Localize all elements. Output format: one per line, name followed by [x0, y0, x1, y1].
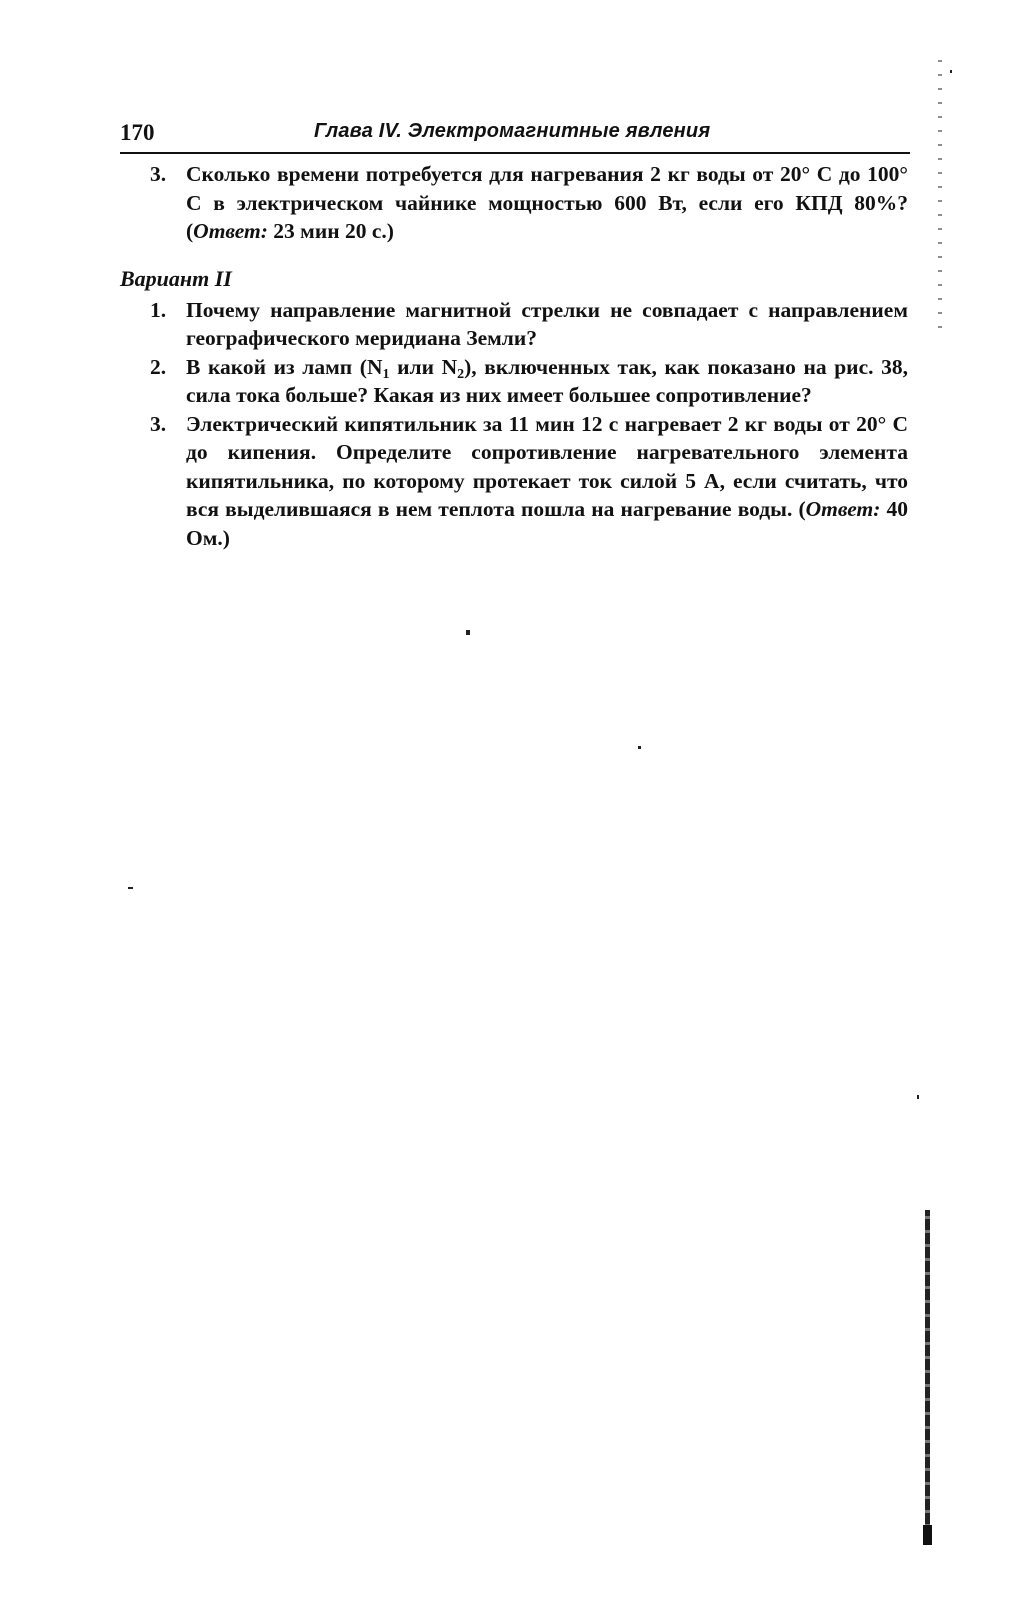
- answer-value: 40 Ом.): [186, 497, 908, 550]
- scan-edge-noise: [938, 60, 942, 330]
- variant-2-problem-3: [120, 410, 908, 553]
- variant-2-problem-1: [120, 296, 908, 353]
- problem-text-body: Сколько времени потребуется для нагревания 2 кг воды от 20° С до 100° С в электрическом чайнике мощностью 600 Вт, если его КПД 80%? (: [186, 162, 908, 243]
- problem-number: 3.: [150, 162, 167, 186]
- problem-number: 3.: [150, 411, 167, 436]
- page-number: 170: [120, 120, 155, 145]
- subscript-2: 2: [457, 366, 465, 382]
- scan-speck: [638, 746, 641, 749]
- problem-number: 1.: [150, 297, 167, 322]
- answer-label: Ответ:: [193, 219, 268, 243]
- variant-heading: Вариант II: [120, 265, 232, 291]
- scan-speck: [466, 630, 470, 635]
- problem-text: [186, 160, 908, 246]
- problem-text-part-c: ), включенных так, как показано на рис. 38, сила тока больше? Какая из них имеет большее сопротивление?: [186, 354, 908, 407]
- answer-value: 23 мин 20 с.): [267, 219, 394, 243]
- problem-text-body: Электрический кипятильник за 11 мин 12 с нагревает 2 кг воды от 20° С до кипения. Определите сопротивление нагревательного элемента кипятильника, по которому протекает ток силой 5 А, если считать, что вся выделившаяся в нем теплота пошла на нагревание воды. (: [186, 411, 908, 521]
- chapter-title: Глава IV. Электромагнитные явления: [314, 120, 711, 142]
- scan-speck: [917, 1095, 919, 1099]
- scan-edge-bar-end: [923, 1525, 932, 1545]
- subscript-1: 1: [382, 366, 390, 382]
- problem-text: [186, 353, 908, 410]
- answer-label: Ответ:: [805, 497, 881, 521]
- scan-edge-bar: [925, 1210, 930, 1540]
- problem-text-part-a: В какой из ламп (N: [186, 354, 383, 379]
- problem-text: [186, 410, 908, 553]
- page-content: [120, 160, 908, 552]
- problem-3-previous-variant: [120, 160, 908, 246]
- problem-text-part-b: или N: [389, 354, 458, 379]
- running-header: [120, 118, 910, 154]
- scan-speck: [950, 70, 952, 73]
- problem-text: Почему направление магнитной стрелки не совпадает с направлением географического меридиана Земли?: [186, 297, 908, 350]
- variant-2-problem-2: [120, 353, 908, 410]
- problem-number: 2.: [150, 354, 167, 379]
- scan-speck: [128, 887, 133, 889]
